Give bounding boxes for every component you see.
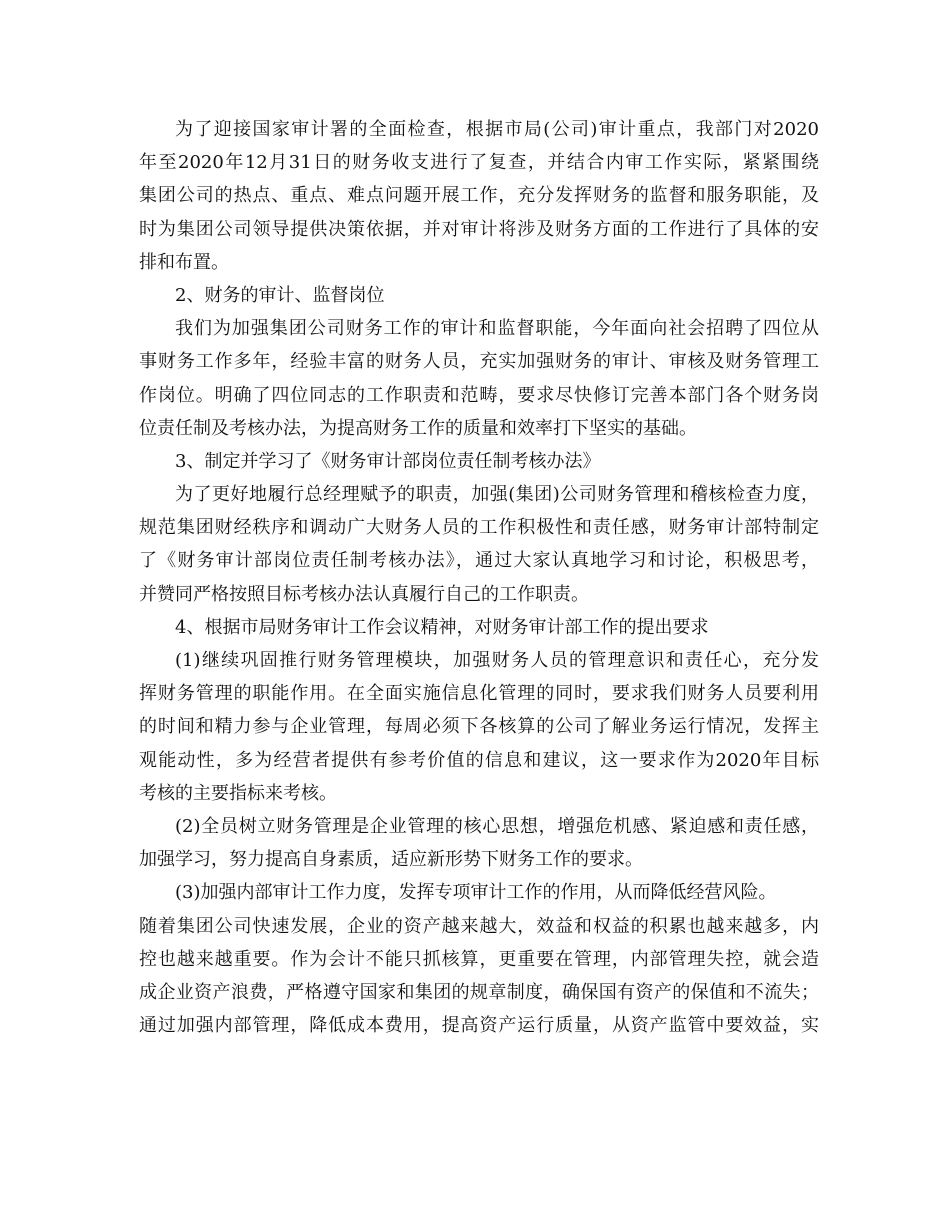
paragraph-line: 并赞同严格按照目标考核办法认真履行自己的工作职责。 [139,583,589,605]
document-body [139,113,819,1042]
paragraph-line: (3)加强内部审计工作力度，发挥专项审计工作的作用，从而降低经营风险。 [175,882,777,904]
paragraph-line: 规范集团财经秩序和调动广大财务人员的工作积极性和责任感，财务审计部特制定 [139,517,819,539]
paragraph-line: 事财务工作多年，经验丰富的财务人员，充实加强财务的审计、审核及财务管理工 [139,351,819,373]
paragraph-line: 年至2020年12月31日的财务收支进行了复查，并结合内审工作实际，紧紧围绕 [139,152,819,174]
paragraph-line: 时为集团公司领导提供决策依据，并对审计将涉及财务方面的工作进行了具体的安 [139,218,819,240]
paragraph-line: 为了更好地履行总经理赋予的职责，加强(集团)公司财务管理和稽核检查力度， [175,484,819,506]
paragraph-line: 排和布置。 [139,251,229,273]
paragraph-line: (2)全员树立财务管理是企业管理的核心思想，增强危机感、紧迫感和责任感， [175,815,819,837]
paragraph-line: 位责任制及考核办法，为提高财务工作的质量和效率打下坚实的基础。 [139,417,697,439]
paragraph-line: 我们为加强集团公司财务工作的审计和监督职能，今年面向社会招聘了四位从 [175,318,819,340]
paragraph-line: (1)继续巩固推行财务管理模块，加强财务人员的管理意识和责任心，充分发 [175,650,819,671]
paragraph-line: 挥财务管理的职能作用。在全面实施信息化管理的同时，要求我们财务人员要利用 [139,683,819,705]
paragraph-line: 加强学习，努力提高自身素质，适应新形势下财务工作的要求。 [139,849,643,871]
paragraph-line: 的时间和精力参与企业管理，每周必须下各核算的公司了解业务运行情况，发挥主 [139,716,819,738]
paragraph-line: 随着集团公司快速发展，企业的资产越来越大，效益和权益的积累也越来越多，内 [139,915,819,937]
section-heading: 3、制定并学习了《财务审计部岗位责任制考核办法》 [175,450,601,472]
paragraph-line: 考核的主要指标来考核。 [139,782,337,804]
paragraph-line: 成企业资产浪费，严格遵守国家和集团的规章制度，确保国有资产的保值和不流失； [139,981,819,1003]
paragraph-line: 控也越来越重要。作为会计不能只抓核算，更重要在管理，内部管理失控，就会造 [139,948,819,970]
paragraph-line: 为了迎接国家审计署的全面检查，根据市局(公司)审计重点，我部门对2020 [175,119,819,140]
paragraph-line: 观能动性，多为经营者提供有参考价值的信息和建议，这一要求作为2020年目标 [139,749,819,771]
paragraph-line: 通过加强内部管理，降低成本费用，提高资产运行质量，从资产监管中要效益，实 [139,1015,819,1037]
paragraph-line: 作岗位。明确了四位同志的工作职责和范畴，要求尽快修订完善本部门各个财务岗 [139,384,819,406]
paragraph-line: 了《财务审计部岗位责任制考核办法》，通过大家认真地学习和讨论，积极思考， [139,550,819,572]
section-heading: 4、根据市局财务审计工作会议精神，对财务审计部工作的提出要求 [175,616,709,638]
section-heading: 2、财务的审计、监督岗位 [175,284,385,306]
paragraph-line: 集团公司的热点、重点、难点问题开展工作，充分发挥财务的监督和服务职能，及 [139,185,819,207]
